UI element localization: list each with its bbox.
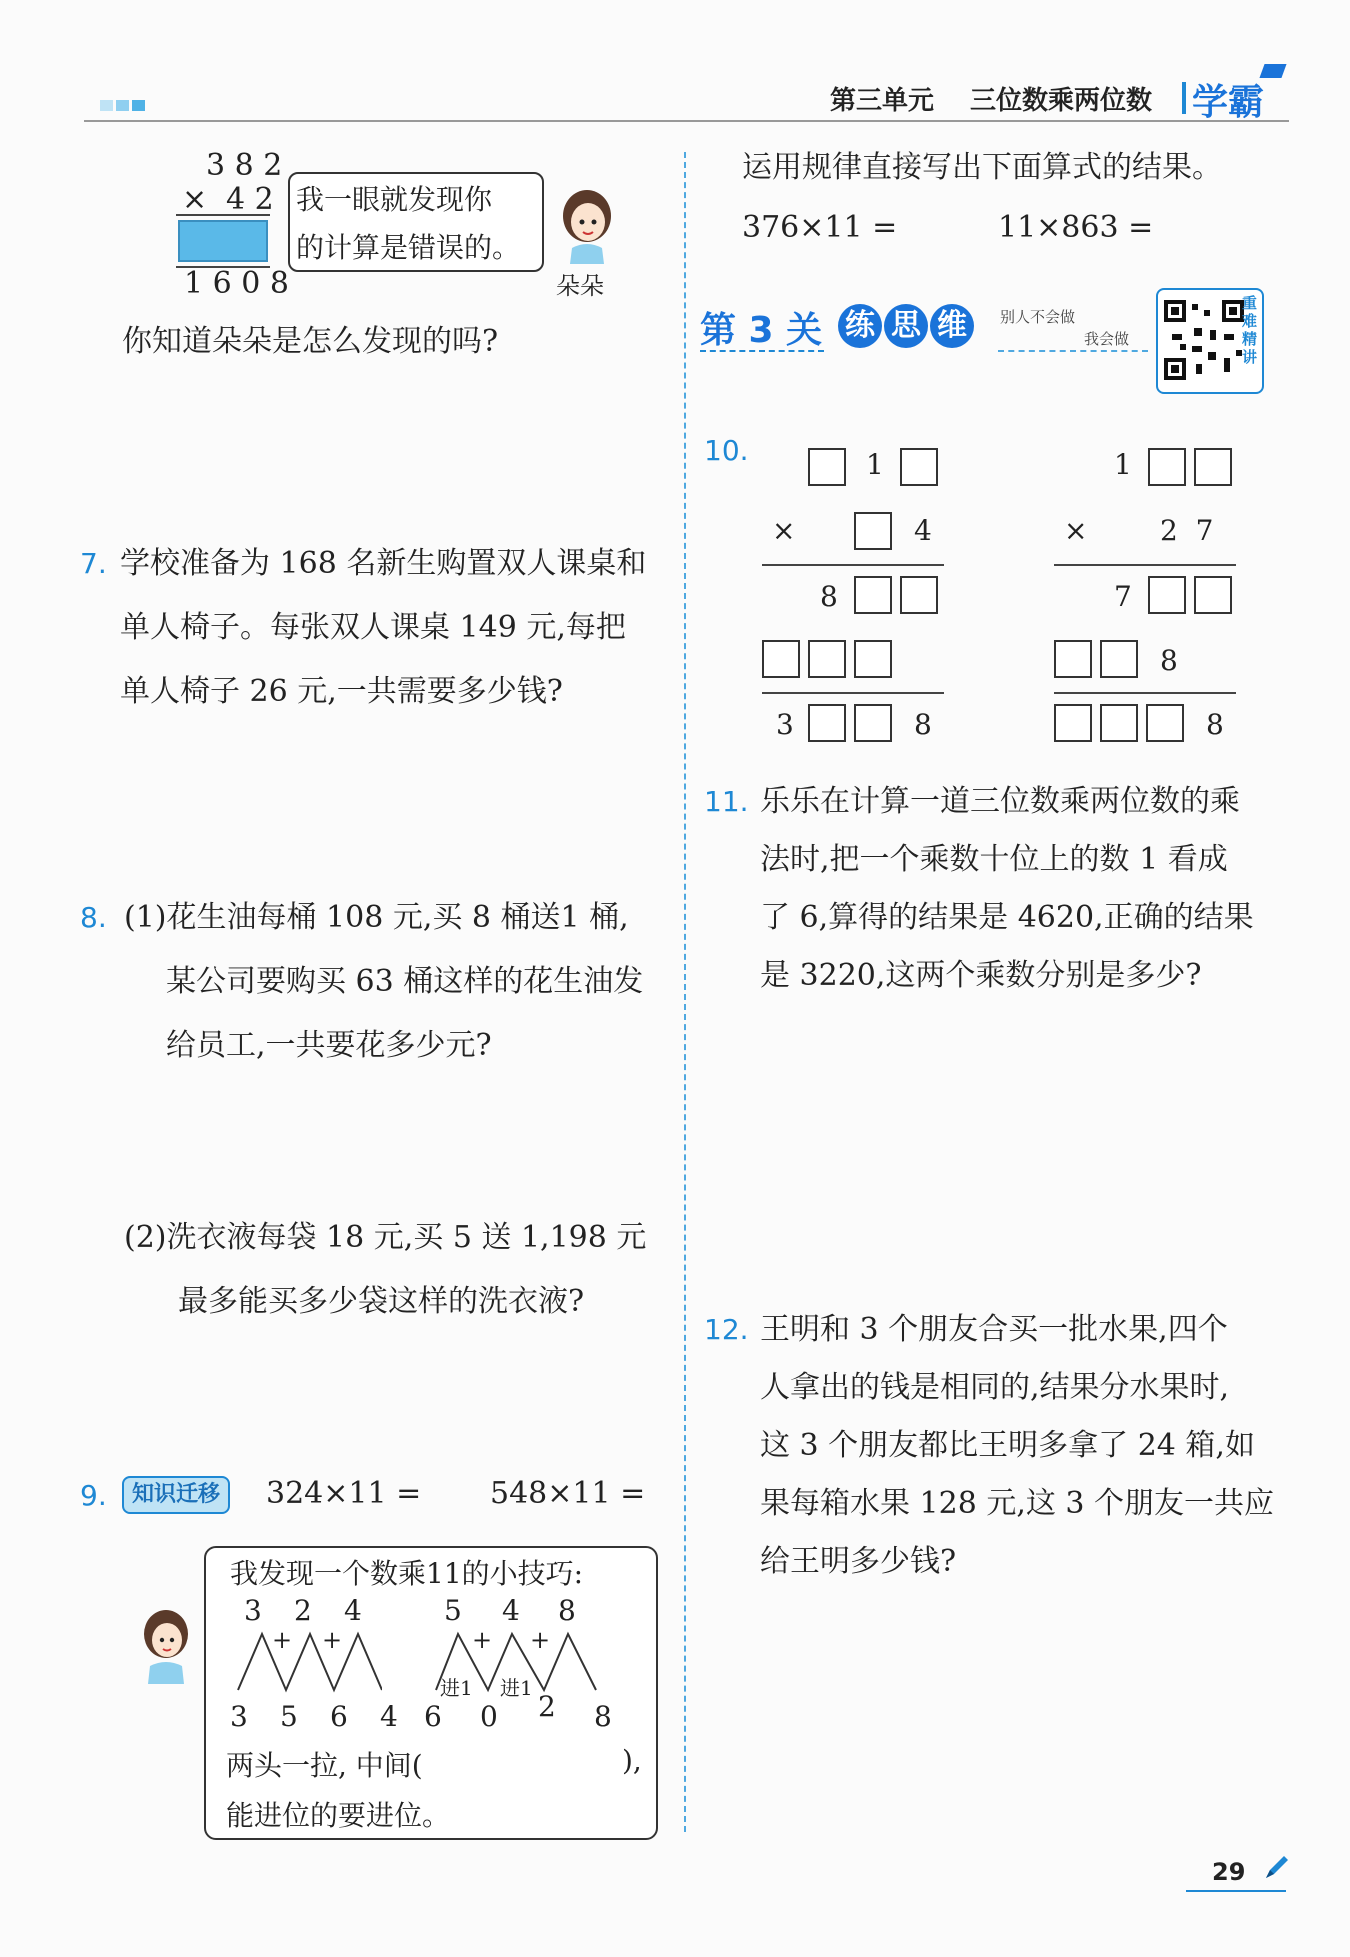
blank-box[interactable] bbox=[1194, 576, 1232, 614]
multiplicand: 3 8 2 bbox=[206, 148, 283, 183]
q8-part2-line-2: 最多能买多少袋这样的洗衣液? bbox=[178, 1284, 585, 1319]
level-note-1: 别人不会做 bbox=[1000, 308, 1076, 326]
q9-tag: 知识迁移 bbox=[122, 1476, 230, 1514]
tip-result-digit: 2 bbox=[538, 1690, 556, 1723]
tip-line-1: 两头一拉, 中间( bbox=[226, 1749, 423, 1782]
hidden-partial-box bbox=[178, 220, 268, 262]
tip-plus: + bbox=[472, 1626, 493, 1654]
q8-part1-line-2: 某公司要购买 63 桶这样的花生油发 bbox=[166, 964, 644, 999]
blank-box[interactable] bbox=[1146, 704, 1184, 742]
tip-title: 我发现一个数乘11的小技巧: bbox=[230, 1557, 584, 1590]
q7-line-3: 单人椅子 26 元,一共需要多少钱? bbox=[120, 674, 563, 709]
q12-line-1: 王明和 3 个朋友合买一批水果,四个 bbox=[760, 1312, 1228, 1347]
blank-box[interactable] bbox=[1100, 704, 1138, 742]
tip-plus: + bbox=[322, 1626, 343, 1654]
speech-line-1: 我一眼就发现你 bbox=[296, 183, 493, 216]
wrong-result: 1 6 0 8 bbox=[184, 266, 289, 301]
times-sign: × bbox=[772, 514, 796, 547]
tip-carry: 进1 bbox=[500, 1676, 533, 1700]
digit: 1 bbox=[1114, 448, 1132, 481]
digit: 1 bbox=[866, 448, 884, 481]
digit: 8 bbox=[820, 580, 838, 613]
tip-digit: 4 bbox=[344, 1594, 362, 1627]
tip-digit: 4 bbox=[502, 1594, 520, 1627]
badge-lian: 练 bbox=[838, 304, 882, 348]
header-decoration bbox=[100, 96, 145, 115]
q9-expr-2: 548×11 = bbox=[490, 1476, 646, 1511]
blank-box[interactable] bbox=[1054, 704, 1092, 742]
right-expr-2: 11×863 = bbox=[998, 210, 1154, 245]
q9-number: 9. bbox=[80, 1479, 107, 1512]
header-unit: 第三单元 bbox=[830, 86, 935, 116]
badge-wei: 维 bbox=[930, 304, 974, 348]
blank-box[interactable] bbox=[808, 448, 846, 486]
blank-box[interactable] bbox=[1194, 448, 1232, 486]
tip-carry: 进1 bbox=[440, 1676, 473, 1700]
qr-label: 重难精讲 bbox=[1242, 294, 1258, 366]
tip-digit: 3 bbox=[244, 1594, 262, 1627]
q8-part2-line-1: (2)洗衣液每袋 18 元,买 5 送 1,198 元 bbox=[124, 1220, 647, 1255]
blank-box[interactable] bbox=[1148, 576, 1186, 614]
pencil-icon bbox=[1262, 1852, 1292, 1886]
tip-result-digit: 3 bbox=[230, 1700, 248, 1733]
blank-box[interactable] bbox=[808, 640, 846, 678]
tip-digit: 2 bbox=[294, 1594, 312, 1627]
level-badges bbox=[838, 304, 976, 348]
tip-digit: 5 bbox=[444, 1594, 462, 1627]
blank-box[interactable] bbox=[854, 576, 892, 614]
blank-box[interactable] bbox=[900, 576, 938, 614]
q12-line-4: 果每箱水果 128 元,这 3 个朋友一共应 bbox=[760, 1486, 1275, 1521]
page-number: 29 bbox=[1212, 1858, 1246, 1886]
column-divider bbox=[684, 152, 686, 1832]
digit: 8 bbox=[1160, 644, 1178, 677]
rule bbox=[762, 564, 944, 566]
level-title: 第 3 关 bbox=[700, 310, 823, 351]
blank-box[interactable] bbox=[854, 704, 892, 742]
blank-box[interactable] bbox=[854, 512, 892, 550]
girl-2-icon bbox=[136, 1604, 196, 1684]
q8-part1-line-1: (1)花生油每桶 108 元,买 8 桶送1 桶, bbox=[124, 900, 629, 935]
q10-number: 10. bbox=[704, 434, 749, 467]
tip-digit: 8 bbox=[558, 1594, 576, 1627]
girl-character-icon bbox=[554, 184, 620, 264]
tip-plus: + bbox=[272, 1626, 293, 1654]
q7-line-2: 单人椅子。每张双人课桌 149 元,每把 bbox=[120, 610, 626, 645]
digit: 4 bbox=[914, 514, 932, 547]
tip-result-digit: 0 bbox=[480, 1700, 498, 1733]
q12-line-2: 人拿出的钱是相同的,结果分水果时, bbox=[760, 1370, 1230, 1405]
blank-box[interactable] bbox=[762, 640, 800, 678]
right-expr-1: 376×11 = bbox=[742, 210, 898, 245]
times-sign: × bbox=[182, 182, 208, 217]
character-name: 朵朵 bbox=[556, 272, 604, 300]
level-note-2: 我会做 bbox=[1084, 330, 1130, 348]
blank-box[interactable] bbox=[1148, 448, 1186, 486]
tip-line-2: 能进位的要进位。 bbox=[226, 1799, 451, 1832]
qr-code-icon[interactable] bbox=[1156, 288, 1264, 394]
level-underline bbox=[700, 350, 824, 352]
rule bbox=[1054, 564, 1236, 566]
header-rule bbox=[84, 120, 1289, 122]
digit: 8 bbox=[1206, 708, 1224, 741]
q12-number: 12. bbox=[704, 1313, 749, 1346]
q8-part1-line-3: 给员工,一共要花多少元? bbox=[166, 1028, 492, 1063]
tip-result-digit: 6 bbox=[330, 1700, 348, 1733]
q11-line-4: 是 3220,这两个乘数分别是多少? bbox=[760, 958, 1202, 993]
tip-result-digit: 8 bbox=[594, 1700, 612, 1733]
digit: 8 bbox=[914, 708, 932, 741]
header-topic: 三位数乘两位数 bbox=[970, 86, 1153, 116]
zigzag-left bbox=[232, 1630, 382, 1704]
header-divider-bar bbox=[1182, 82, 1186, 114]
multiplier: 4 2 bbox=[226, 182, 274, 217]
q7-number: 7. bbox=[80, 547, 107, 580]
rule bbox=[1054, 692, 1236, 694]
blank-box[interactable] bbox=[1100, 640, 1138, 678]
tip-result-digit: 5 bbox=[280, 1700, 298, 1733]
level-note-underline bbox=[998, 350, 1148, 352]
q9-expr-1: 324×11 = bbox=[266, 1476, 422, 1511]
brand-logo: 学霸 bbox=[1192, 82, 1265, 123]
right-instruction: 运用规律直接写出下面算式的结果。 bbox=[742, 150, 1222, 185]
badge-si: 思 bbox=[884, 304, 928, 348]
blank-box[interactable] bbox=[1054, 640, 1092, 678]
blank-box[interactable] bbox=[900, 448, 938, 486]
q11-number: 11. bbox=[704, 785, 749, 818]
footer-rule bbox=[1186, 1890, 1286, 1892]
rule bbox=[762, 692, 944, 694]
digit: 7 bbox=[1114, 580, 1132, 613]
q12-line-5: 给王明多少钱? bbox=[760, 1544, 957, 1579]
blank-box[interactable] bbox=[808, 704, 846, 742]
blank-box[interactable] bbox=[854, 640, 892, 678]
q8-number: 8. bbox=[80, 901, 107, 934]
tip-result-digit: 6 bbox=[424, 1700, 442, 1733]
tip-plus: + bbox=[530, 1626, 551, 1654]
tip-line-1-end: ), bbox=[622, 1744, 642, 1777]
q11-line-3: 了 6,算得的结果是 4620,正确的结果 bbox=[760, 900, 1254, 935]
calc-rule-1 bbox=[176, 214, 270, 216]
q11-line-1: 乐乐在计算一道三位数乘两位数的乘 bbox=[760, 784, 1240, 819]
left-top-question: 你知道朵朵是怎么发现的吗? bbox=[122, 324, 499, 359]
q12-line-3: 这 3 个朋友都比王明多拿了 24 箱,如 bbox=[760, 1428, 1255, 1463]
times-sign: × bbox=[1064, 514, 1088, 547]
tip-result-digit: 4 bbox=[380, 1700, 398, 1733]
digit: 3 bbox=[776, 708, 794, 741]
speech-line-2: 的计算是错误的。 bbox=[296, 231, 521, 264]
brand-cap-icon bbox=[1259, 64, 1286, 78]
q11-line-2: 法时,把一个乘数十位上的数 1 看成 bbox=[760, 842, 1228, 877]
digit: 2 7 bbox=[1160, 514, 1214, 547]
q7-line-1: 学校准备为 168 名新生购置双人课桌和 bbox=[120, 546, 647, 581]
